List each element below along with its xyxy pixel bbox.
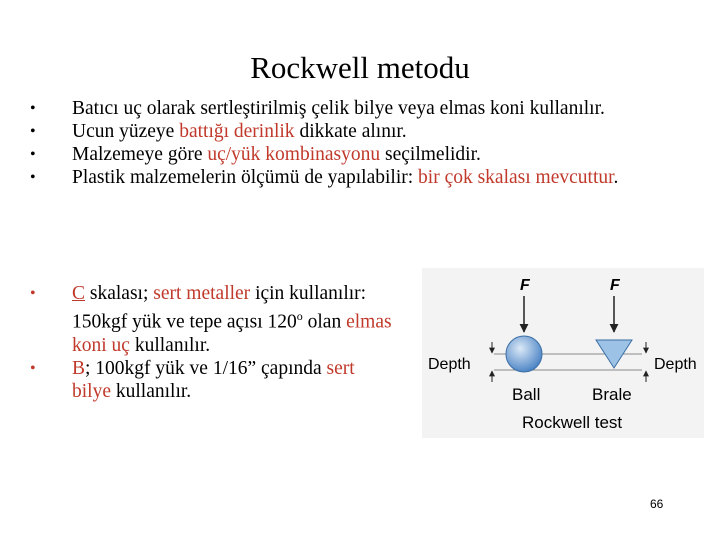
list-item-c-scale xyxy=(28,282,398,357)
brale-label: Brale xyxy=(592,385,632,404)
force-label-right: F xyxy=(610,277,620,294)
bullet-dot-icon: • xyxy=(30,123,36,140)
list-item xyxy=(28,166,708,189)
scale-bullet-list xyxy=(28,282,398,403)
list-item xyxy=(28,97,708,120)
bullet-dot-icon: • xyxy=(30,359,36,377)
bullet-text: dikkate alınır. xyxy=(294,121,407,142)
bullet-text: skalası; xyxy=(85,283,154,304)
bullet-text: için kullanılır: 150kgf yük ve tepe açısı 120 xyxy=(72,283,367,333)
force-label-left: F xyxy=(520,277,530,294)
rockwell-test-figure xyxy=(422,268,704,438)
highlight-text: uç/yük kombinasyonu xyxy=(207,144,381,165)
bullet-text: kullanılır. xyxy=(111,380,192,402)
bullet-dot-icon: • xyxy=(30,100,36,117)
bullet-text: Batıcı uç olarak sertleştirilmiş çelik bilye veya elmas koni kullanılır. xyxy=(72,98,605,119)
highlight-text: sert metaller xyxy=(153,283,251,304)
depth-label-left: Depth xyxy=(428,356,471,373)
bullet-text: . xyxy=(613,167,619,188)
ball-indenter-icon xyxy=(506,336,542,372)
bullet-text: Malzemeye göre xyxy=(72,144,208,165)
bullet-text: kullanılır. xyxy=(129,334,211,356)
bullet-text: Plastik malzemelerin ölçümü de yapılabilir: xyxy=(72,167,419,188)
bullet-text: olan xyxy=(302,311,347,333)
list-item xyxy=(28,120,708,143)
ball-label: Ball xyxy=(512,385,541,404)
bullet-dot-icon: • xyxy=(30,146,36,163)
scale-letter: C xyxy=(72,283,86,304)
list-item-b-scale xyxy=(28,357,398,403)
page-title: Rockwell metodu xyxy=(250,50,470,85)
bullet-dot-icon: • xyxy=(30,169,36,186)
page-number: 66 xyxy=(650,497,664,511)
scale-letter: B xyxy=(72,357,86,379)
main-bullet-list xyxy=(28,97,708,189)
bullet-dot-icon: • xyxy=(30,285,36,302)
bullet-text: seçilmelidir. xyxy=(380,144,481,165)
figure-caption: Rockwell test xyxy=(522,413,623,432)
depth-label-right: Depth xyxy=(654,356,697,373)
highlight-text: elmas koni uç xyxy=(72,311,392,356)
highlight-text: battığı derinlik xyxy=(179,121,295,142)
bullet-text: Ucun yüzeye xyxy=(72,121,180,142)
bullet-text: ; 100kgf yük ve 1/16” çapında xyxy=(85,357,327,379)
highlight-text: sert bilye xyxy=(72,357,355,402)
highlight-text: bir çok skalası mevcuttur xyxy=(418,167,614,188)
list-item xyxy=(28,143,708,166)
degree-sup: o xyxy=(296,309,303,323)
